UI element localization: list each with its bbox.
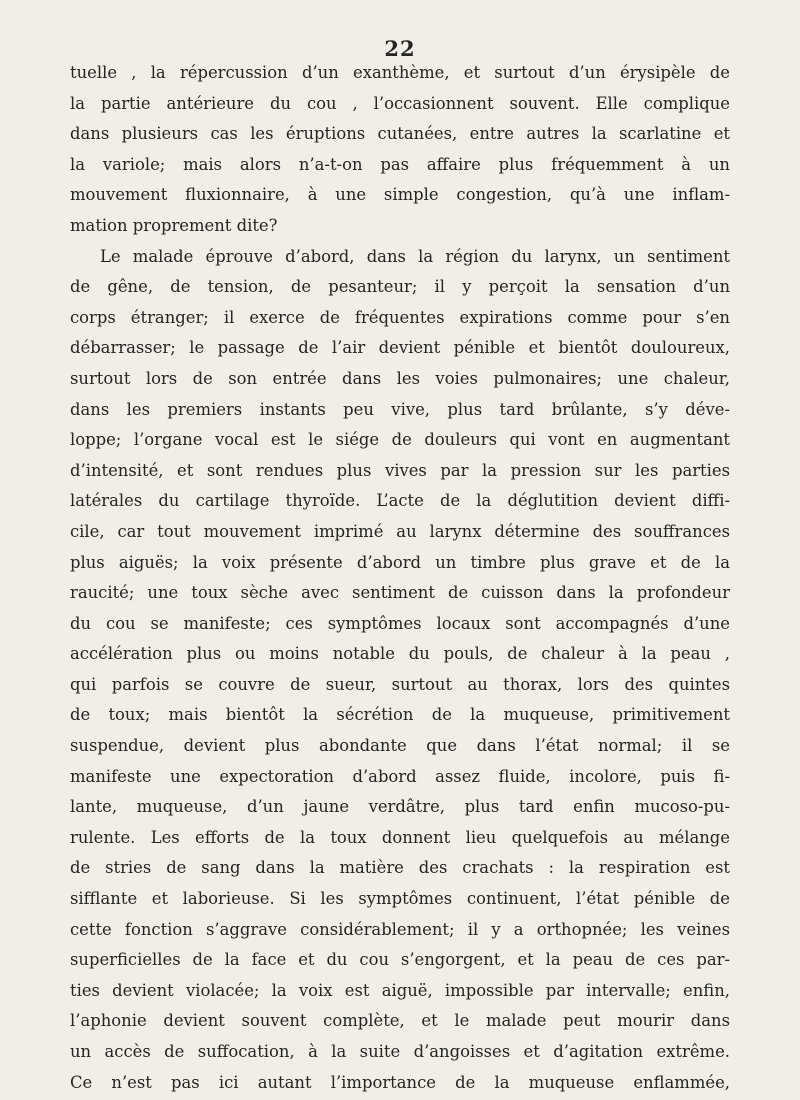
text-line: la partie antérieure du cou , l’occasionnent souvent. Elle complique [70,93,730,113]
text-line: de gêne, de tension, de pesanteur; il y perçoit la sensation d’un [70,277,730,297]
text-line: latérales du cartilage thyroïde. L’acte de la déglutition devient diffi- [70,491,730,511]
text-line: d’intensité, et sont rendues plus vives par la pression sur les parties [70,460,730,480]
text-line: loppe; l’organe vocal est le siége de douleurs qui vont en augmentant [70,430,730,450]
text-line: un accès de suffocation, à la suite d’angoisses et d’agitation extrême. [70,1042,730,1061]
text-line: lante, muqueuse, d’un jaune verdâtre, plus tard enfin mucoso-pu- [70,797,730,817]
text-line: cile, car tout mouvement imprimé au larynx détermine des souffrances [70,521,730,541]
text-line: cette fonction s’aggrave considérablement; il y a orthopnée; les veines [70,919,730,939]
text-line: ties devient violacée; la voix est aiguë, impossible par intervalle; enfin, [70,980,730,1000]
text-line: de stries de sang dans la matière des crachats : la respiration est [70,858,730,878]
text-line: qui parfois se couvre de sueur, surtout au thorax, lors des quintes [70,674,730,694]
text-line: l’aphonie devient souvent complète, et le malade peut mourir dans [70,1011,730,1031]
text-line: manifeste une expectoration d’abord assez fluide, incolore, puis fi- [70,766,730,786]
body-text [70,58,730,1098]
text-line: de toux; mais bientôt la sécrétion de la muqueuse, primitivement [70,705,730,725]
text-line: sifflante et laborieuse. Si les symptômes continuent, l’état pénible de [70,889,730,909]
text-line: débarrasser; le passage de l’air devient pénible et bientôt douloureux, [70,338,730,358]
paragraph-start-line: Le malade éprouve d’abord, dans la région du larynx, un sentiment [100,246,730,266]
text-line: rulente. Les efforts de la toux donnent lieu quelquefois au mélange [70,827,730,847]
text-line: la variole; mais alors n’a-t-on pas affaire plus fréquemment à un [70,154,730,174]
text-line: suspendue, devient plus abondante que dans l’état normal; il se [70,736,730,756]
text-line: dans plusieurs cas les éruptions cutanées, entre autres la scarlatine et [70,124,730,144]
text-line: mouvement fluxionnaire, à une simple congestion, qu’à une inflam- [70,185,730,205]
page-number: 22 [384,36,416,61]
text-line: superficielles de la face et du cou s’engorgent, et la peau de ces par- [70,950,730,970]
text-line: plus aiguës; la voix présente d’abord un timbre plus grave et de la [70,552,730,572]
text-line: dans les premiers instants peu vive, plus tard brûlante, s’y déve- [70,399,730,419]
text-line: corps étranger; il exerce de fréquentes expirations comme pour s’en [70,307,730,327]
text-line: surtout lors de son entrée dans les voies pulmonaires; une chaleur, [70,368,730,388]
text-line: raucité; une toux sèche avec sentiment de cuisson dans la profondeur [70,583,730,603]
text-line: Ce n’est pas ici autant l’importance de la muqueuse enflammée, [70,1072,730,1092]
text-line: tuelle , la répercussion d’un exanthème, et surtout d’un érysipèle de [70,63,730,82]
text-line: mation proprement dite? [70,215,278,235]
text-line: du cou se manifeste; ces symptômes locaux sont accompagnés d’une [70,613,730,633]
text-line: accélération plus ou moins notable du pouls, de chaleur à la peau , [70,644,730,664]
